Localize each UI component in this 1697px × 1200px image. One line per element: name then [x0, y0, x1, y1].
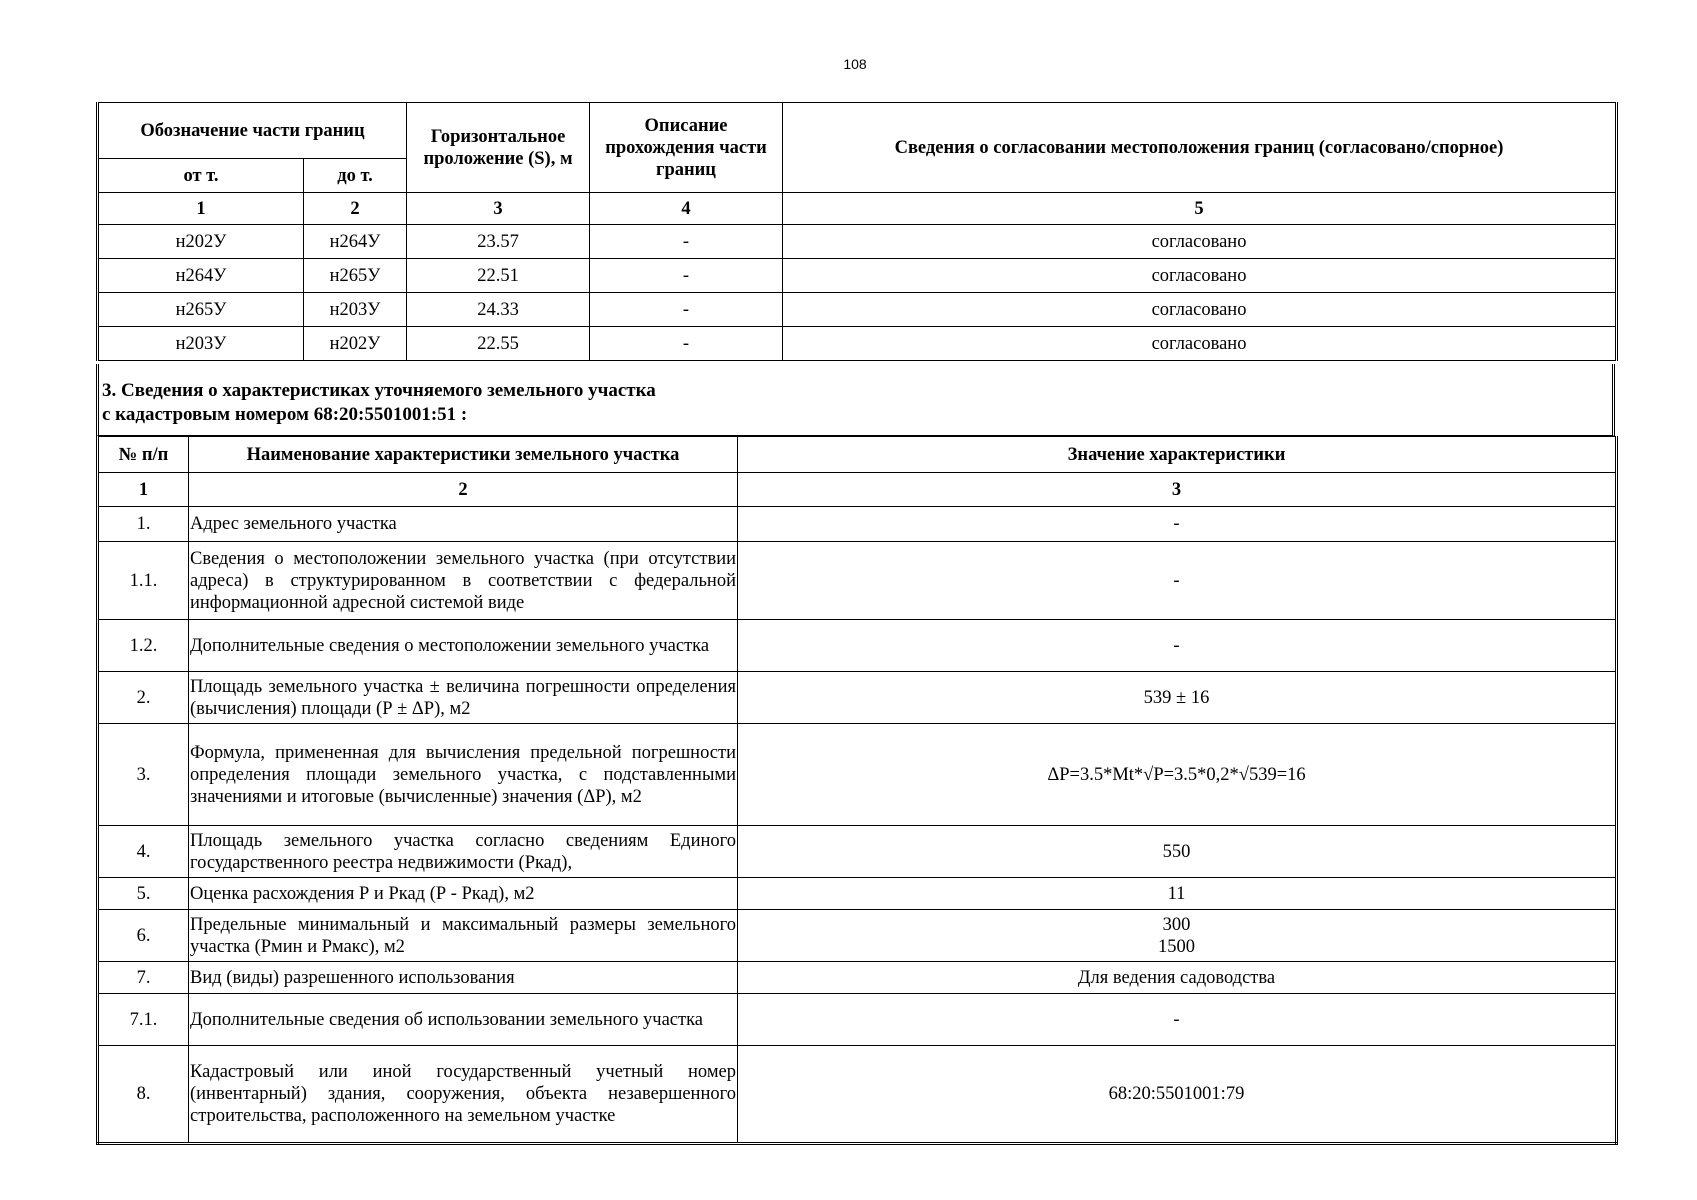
- table-row: [98, 259, 1617, 293]
- row-number: 2.: [98, 672, 189, 724]
- characteristics-table: [96, 436, 1618, 1145]
- section-title: [102, 379, 656, 427]
- characteristic-name: Предельные минимальный и максимальный размеры земельного участка (Рмин и Рмакс), м2: [189, 910, 738, 962]
- characteristic-name: Дополнительные сведения о местоположении земельного участка: [189, 620, 738, 672]
- from-point-cell: н203У: [98, 327, 304, 361]
- col-number: 3: [738, 473, 1617, 507]
- characteristic-name: Оценка расхождения Р и Ркад (Р - Ркад), м2: [189, 878, 738, 910]
- characteristic-name: Кадастровый или иной государственный учетный номер (инвентарный) здания, сооружения, объекта незавершенного строительства, расположенного на земельном участке: [189, 1046, 738, 1144]
- table-row: [98, 826, 1617, 878]
- page-number: 108: [843, 56, 867, 72]
- characteristic-value: -: [738, 994, 1617, 1046]
- characteristic-name: Площадь земельного участка ± величина погрешности определения (вычисления) площади (Р ± ΔР), м2: [189, 672, 738, 724]
- row-number: 1.2.: [98, 620, 189, 672]
- description-cell: -: [590, 225, 783, 259]
- characteristic-value: [738, 910, 1617, 962]
- col-number: 3: [407, 193, 590, 225]
- max-size-value: 1500: [1158, 936, 1195, 957]
- table-row: [98, 293, 1617, 327]
- table-row: [98, 672, 1617, 724]
- table-row: [98, 620, 1617, 672]
- to-point-cell: н264У: [304, 225, 407, 259]
- status-cell: согласовано: [783, 225, 1617, 259]
- horizontal-cell: 22.55: [407, 327, 590, 361]
- characteristic-name: Дополнительные сведения об использовании земельного участка: [189, 994, 738, 1046]
- from-point-header: от т.: [98, 159, 304, 193]
- boundary-table: [96, 102, 1618, 361]
- characteristic-name: Формула, примененная для вычисления предельной погрешности определения площади земельного участка, с подставленными значениями и итоговые (вычисленные) значения (ΔР), м2: [189, 724, 738, 826]
- column-number-row: [98, 473, 1617, 507]
- characteristics-header-row: [98, 437, 1617, 473]
- horizontal-cell: 22.51: [407, 259, 590, 293]
- characteristic-value: -: [738, 542, 1617, 620]
- from-point-cell: н265У: [98, 293, 304, 327]
- row-number: 3.: [98, 724, 189, 826]
- col-number: 5: [783, 193, 1617, 225]
- characteristic-value: 539 ± 16: [738, 672, 1617, 724]
- characteristic-value: -: [738, 507, 1617, 542]
- table-row: [98, 878, 1617, 910]
- characteristic-value: 68:20:5501001:79: [738, 1046, 1617, 1144]
- to-point-cell: н203У: [304, 293, 407, 327]
- status-cell: согласовано: [783, 327, 1617, 361]
- col-number: 1: [98, 193, 304, 225]
- min-size-value: 300: [1162, 914, 1191, 935]
- row-number: 4.: [98, 826, 189, 878]
- row-number: 1.1.: [98, 542, 189, 620]
- table-row: [98, 327, 1617, 361]
- section-title-line-2: с кадастровым номером 68:20:5501001:51 :: [102, 404, 468, 425]
- col-number: 2: [304, 193, 407, 225]
- table-row: [98, 507, 1617, 542]
- table-row: [98, 724, 1617, 826]
- boundary-header-row: [98, 103, 1617, 159]
- to-point-cell: н202У: [304, 327, 407, 361]
- col-number: 1: [98, 473, 189, 507]
- horizontal-cell: 24.33: [407, 293, 590, 327]
- col-number: 4: [590, 193, 783, 225]
- characteristic-name: Площадь земельного участка согласно сведениям Единого государственного реестра недвижимости (Ркад),: [189, 826, 738, 878]
- characteristic-value: Для ведения садоводства: [738, 962, 1617, 994]
- column-number-row: [98, 193, 1617, 225]
- table-row: [98, 225, 1617, 259]
- row-number: 7.: [98, 962, 189, 994]
- row-number: 7.1.: [98, 994, 189, 1046]
- status-cell: согласовано: [783, 293, 1617, 327]
- num-header: № п/п: [98, 437, 189, 473]
- table-row: [98, 542, 1617, 620]
- section-3-heading: [96, 364, 1615, 436]
- table-row: [98, 1046, 1617, 1144]
- section-title-line-1: 3. Сведения о характеристиках уточняемого земельного участка: [102, 380, 656, 401]
- description-cell: -: [590, 259, 783, 293]
- description-header: Описание прохождения части границ: [590, 103, 783, 193]
- name-header: Наименование характеристики земельного участка: [189, 437, 738, 473]
- row-number: 1.: [98, 507, 189, 542]
- characteristic-value: ΔP=3.5*Mt*√P=3.5*0,2*√539=16: [738, 724, 1617, 826]
- agreement-header: Сведения о согласовании местоположения границ (согласовано/спорное): [783, 103, 1617, 193]
- to-point-cell: н265У: [304, 259, 407, 293]
- table-row: [98, 994, 1617, 1046]
- row-number: 8.: [98, 1046, 189, 1144]
- horizontal-cell: 23.57: [407, 225, 590, 259]
- horizontal-header: Горизонтальное проложение (S), м: [407, 103, 590, 193]
- characteristic-value: 550: [738, 826, 1617, 878]
- table-row: [98, 910, 1617, 962]
- characteristic-name: Вид (виды) разрешенного использования: [189, 962, 738, 994]
- table-row: [98, 962, 1617, 994]
- characteristic-value: -: [738, 620, 1617, 672]
- status-cell: согласовано: [783, 259, 1617, 293]
- characteristic-value: 11: [738, 878, 1617, 910]
- part-designation-header: Обозначение части границ: [98, 103, 407, 159]
- col-number: 2: [189, 473, 738, 507]
- characteristic-name: Адрес земельного участка: [189, 507, 738, 542]
- characteristic-name: Сведения о местоположении земельного участка (при отсутствии адреса) в структурированном в соответствии с федеральной информационной адресной системой виде: [189, 542, 738, 620]
- to-point-header: до т.: [304, 159, 407, 193]
- row-number: 6.: [98, 910, 189, 962]
- description-cell: -: [590, 327, 783, 361]
- row-number: 5.: [98, 878, 189, 910]
- from-point-cell: н202У: [98, 225, 304, 259]
- from-point-cell: н264У: [98, 259, 304, 293]
- description-cell: -: [590, 293, 783, 327]
- value-header: Значение характеристики: [738, 437, 1617, 473]
